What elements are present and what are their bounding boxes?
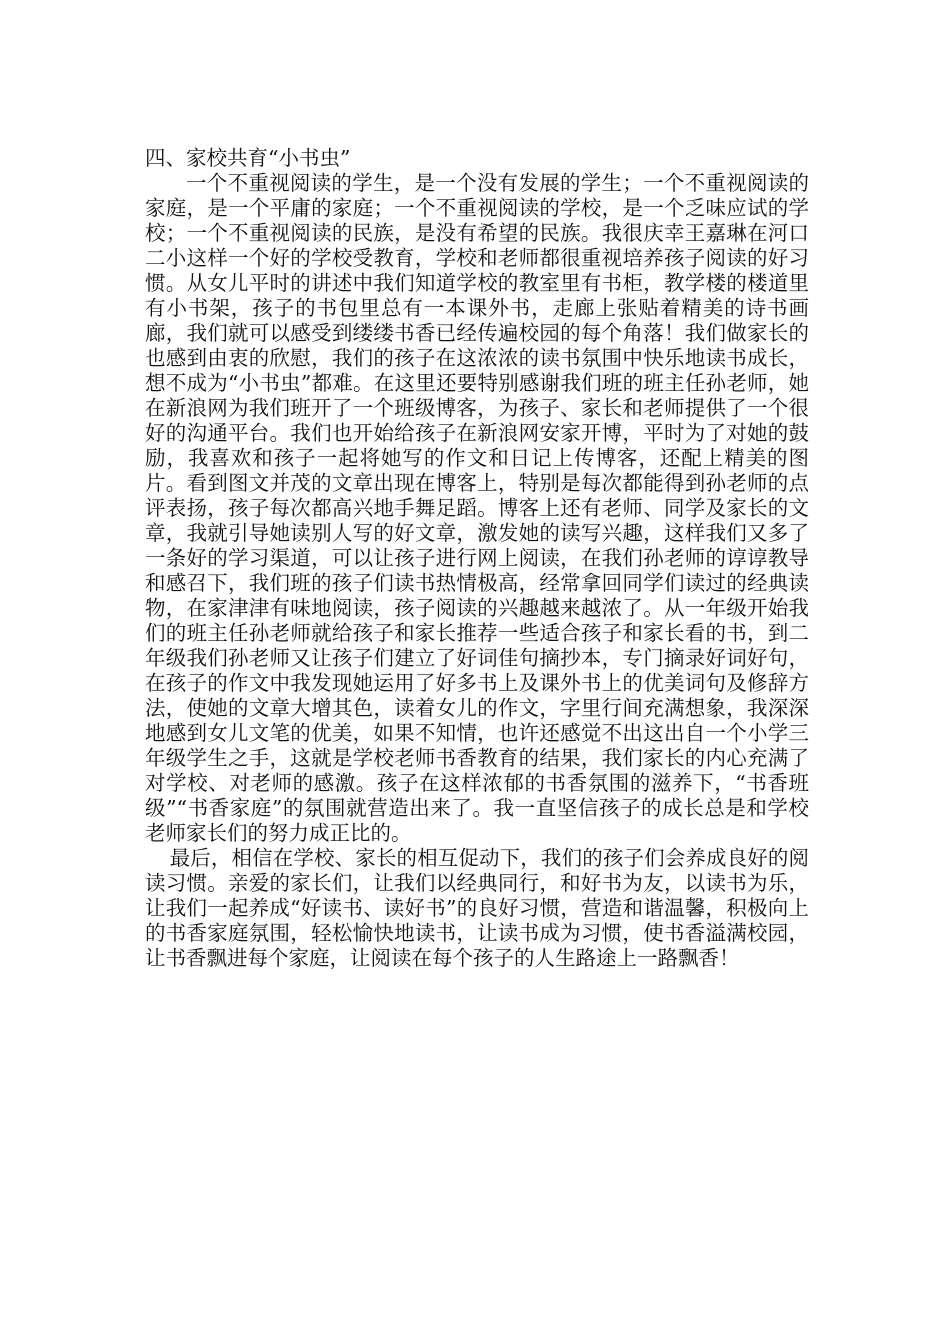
body-paragraph-1: 一个不重视阅读的学生，是一个没有发展的学生；一个不重视阅读的家庭，是一个平庸的家庭；一个不重视阅读的学校，是一个乏味应试的学校；一个不重视阅读的民族，是没有希望的民族。我很庆幸王嘉琳在河口二小这样一个好的学校受教育，学校和老师都很重视培养孩子阅读的好习惯。从女儿平时的讲述中我们知道学校的教室里有书柜，教学楼的楼道里有小书架，孩子的书包里总有一本课外书，走廊上张贴着精美的诗书画廊，我们就可以感受到缕缕书香已经传遍校园的每个角落！我们做家长的也感到由衷的欣慰，我们的孩子在这浓浓的读书氛围中快乐地读书成长，想不成为“小书虫”都难。在这里还要特别感谢我们班的班主任孙老师，她在新浪网为我们班开了一个班级博客，为孩子、家长和老师提供了一个很好的沟通平台。我们也开始给孩子在新浪网安家开博，平时为了对她的鼓励，我喜欢和孩子一起将她写的作文和日记上传博客，还配上精美的图片。看到图文并茂的文章出现在博客上，特别是每次都能得到孙老师的点评表扬，孩子每次都高兴地手舞足蹈。博客上还有老师、同学及家长的文章，我就引导她读别人写的好文章，激发她的读写兴趣，这样我们又多了一条好的学习渠道，可以让孩子进行网上阅读，在我们孙老师的谆谆教导和感召下，我们班的孩子们读书热情极高，经常拿回同学们读过的经典读物，在家津津有味地阅读，孩子阅读的兴趣越来越浓了。从一年级开始我们的班主任孙老师就给孩子和家长推荐一些适合孩子和家长看的书，到二年级我们孙老师又让孩子们建立了好词佳句摘抄本，专门摘录好词好句，在孩子的作文中我发现她运用了好多书上及课外书上的优美词句及修辞方法，使她的文章大增其色，读着女儿的作文，字里行间充满想象，我深深地感到女儿文笔的优美，如果不知情，也许还感觉不出这出自一个小学三年级学生之手，这就是学校老师书香教育的结果，我们家长的内心充满了对学校、对老师的感激。孩子在这样浓郁的书香氛围的滋养下，“书香班级”“书香家庭”的氛围就营造出来了。我一直坚信孩子的成长总是和学校老师家长们的努力成正比的。 — [145, 171, 809, 845]
body-paragraph-2: 最后，相信在学校、家长的相互促动下，我们的孩子们会养成良好的阅读习惯。亲爱的家长们，让我们以经典同行，和好书为友，以读书为乐，让我们一起养成“好读书、读好书”的良好习惯，营造和谐温馨，积极向上的书香家庭氛围，轻松愉快地读书，让读书成为习惯，使书香溢满校园，让书香飘进每个家庭，让阅读在每个孩子的人生路途上一路飘香！ — [145, 846, 809, 970]
section-heading: 四、家校共育“小书虫” — [145, 146, 351, 170]
document-page — [145, 146, 809, 971]
